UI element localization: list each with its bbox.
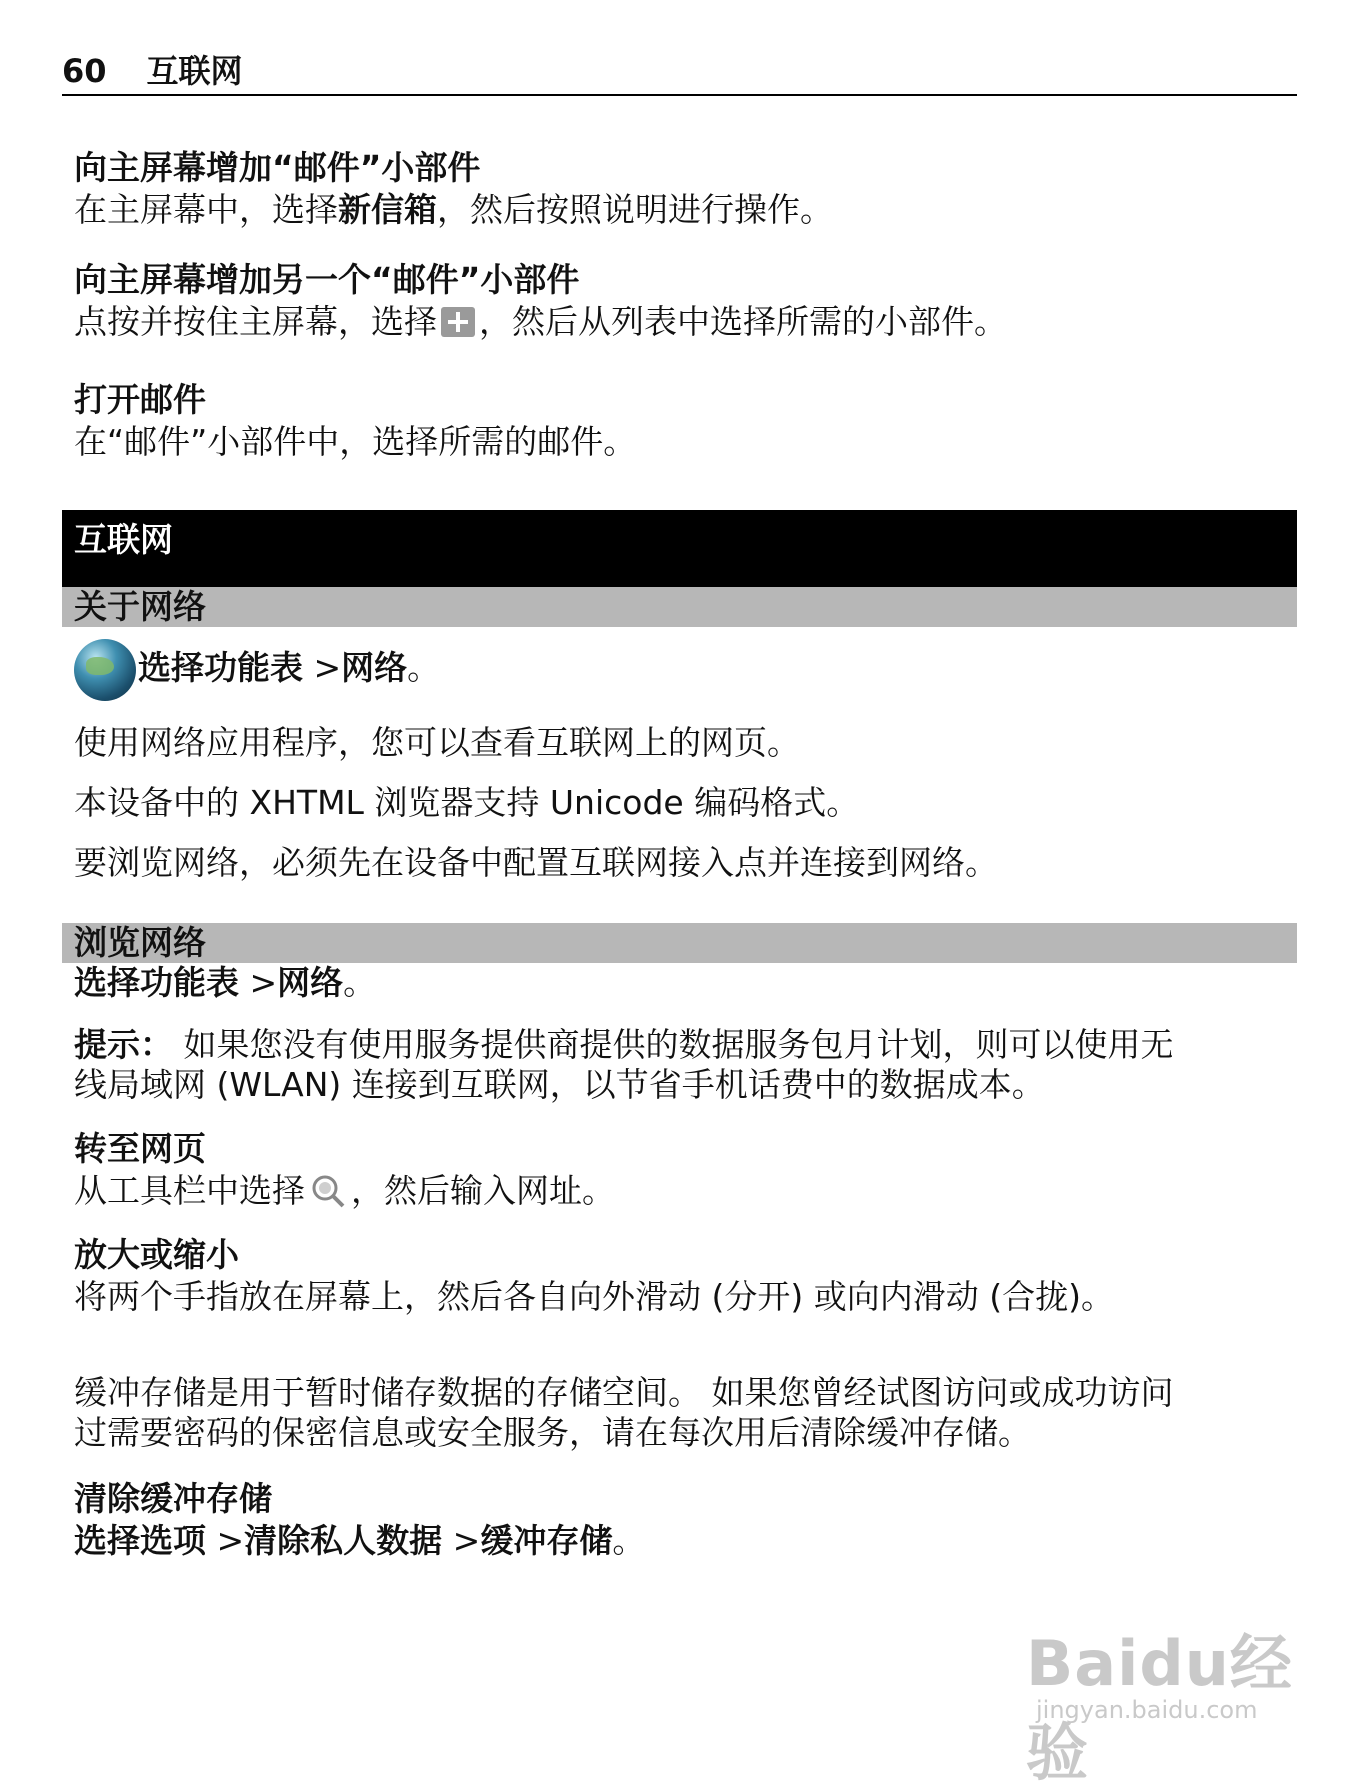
about-web-heading: 关于网络 bbox=[62, 587, 1297, 627]
menu-item: 选择功能表 bbox=[138, 648, 303, 687]
section-title: 转至网页 bbox=[74, 1129, 206, 1168]
new-mailbox-label: 新信箱 bbox=[338, 190, 437, 229]
section-goto-page bbox=[62, 1127, 1297, 1211]
menu-item: 清除私人数据 bbox=[244, 1521, 443, 1560]
section-text bbox=[62, 190, 1297, 230]
punctuation: 。 bbox=[343, 963, 377, 1002]
about-web-p3: 要浏览网络，必须先在设备中配置互联网接入点并连接到网络。 bbox=[74, 843, 998, 882]
tip-label: 提示： bbox=[74, 1025, 173, 1064]
section-clear-cache bbox=[62, 1477, 1297, 1561]
menu-item: 选择选项 bbox=[74, 1521, 206, 1560]
menu-item: 缓冲存储 bbox=[480, 1521, 613, 1560]
section-zoom bbox=[62, 1233, 1297, 1317]
punctuation: 。 bbox=[612, 1521, 646, 1560]
section-title: 向主屏幕增加另一个“邮件”小部件 bbox=[74, 260, 580, 299]
tip-line-1 bbox=[62, 1025, 1297, 1065]
add-icon bbox=[441, 307, 475, 337]
text-part: ，然后输入网址。 bbox=[351, 1171, 615, 1210]
section-text: 将两个手指放在屏幕上，然后各自向外滑动 (分开) 或向内滑动 (合拢)。 bbox=[74, 1277, 1114, 1316]
separator: > bbox=[249, 963, 278, 1002]
punctuation: 。 bbox=[407, 648, 441, 687]
separator: > bbox=[216, 1521, 245, 1560]
text-part: 点按并按住主屏幕，选择 bbox=[74, 302, 437, 341]
clear-cache-path bbox=[62, 1521, 1297, 1561]
tip-text: 如果您没有使用服务提供商提供的数据服务包月计划，则可以使用无 bbox=[183, 1025, 1174, 1064]
text-part: 在主屏幕中，选择 bbox=[74, 190, 338, 229]
browse-web-menu-path bbox=[62, 963, 1297, 1003]
go-to-address-icon bbox=[309, 1172, 347, 1210]
section-title: 向主屏幕增加“邮件”小部件 bbox=[74, 148, 481, 187]
manual-page bbox=[62, 46, 1297, 1561]
menu-item: 网络 bbox=[277, 963, 344, 1002]
text-part: ，然后从列表中选择所需的小部件。 bbox=[479, 302, 1007, 341]
section-add-widget bbox=[62, 146, 1297, 230]
watermark-main: Baidu经验 bbox=[1026, 1627, 1293, 1789]
page-header-title: 互联网 bbox=[146, 52, 243, 90]
section-text bbox=[62, 302, 1297, 342]
web-globe-icon bbox=[74, 639, 136, 701]
page-header bbox=[62, 46, 1297, 96]
cache-line-2: 过需要密码的保密信息或安全服务，请在每次用后清除缓冲存储。 bbox=[74, 1413, 1031, 1452]
text-part: ，然后按照说明进行操作。 bbox=[437, 190, 833, 229]
text-part: 从工具栏中选择 bbox=[74, 1171, 305, 1210]
section-open-mail bbox=[62, 378, 1297, 462]
cache-description bbox=[62, 1373, 1297, 1453]
about-web-p2: 本设备中的 XHTML 浏览器支持 Unicode 编码格式。 bbox=[74, 783, 860, 822]
baidu-watermark bbox=[1008, 1592, 1308, 1789]
separator: > bbox=[313, 648, 342, 687]
watermark-url: jingyan.baidu.com bbox=[1036, 1696, 1258, 1724]
tip-line-2: 线局域网 (WLAN) 连接到互联网，以节省手机话费中的数据成本。 bbox=[74, 1065, 1045, 1104]
section-text: 在“邮件”小部件中，选择所需的邮件。 bbox=[74, 422, 637, 461]
section-title: 清除缓冲存储 bbox=[74, 1479, 272, 1518]
separator: > bbox=[452, 1521, 481, 1560]
tip-block bbox=[62, 1025, 1297, 1105]
menu-item: 选择功能表 bbox=[74, 963, 239, 1002]
about-web-p1: 使用网络应用程序，您可以查看互联网上的网页。 bbox=[74, 723, 800, 762]
menu-item: 网络 bbox=[341, 648, 408, 687]
page-number: 60 bbox=[62, 52, 107, 90]
section-title: 放大或缩小 bbox=[74, 1235, 239, 1274]
cache-line-1: 缓冲存储是用于暂时储存数据的存储空间。 如果您曾经试图访问或成功访问 bbox=[74, 1373, 1174, 1412]
section-text bbox=[62, 1171, 1297, 1211]
section-title: 打开邮件 bbox=[74, 380, 206, 419]
section-add-another-widget bbox=[62, 258, 1297, 342]
about-web-menu-path bbox=[62, 635, 1297, 701]
browse-web-heading: 浏览网络 bbox=[62, 923, 1297, 963]
chapter-bar: 互联网 bbox=[62, 510, 1297, 587]
